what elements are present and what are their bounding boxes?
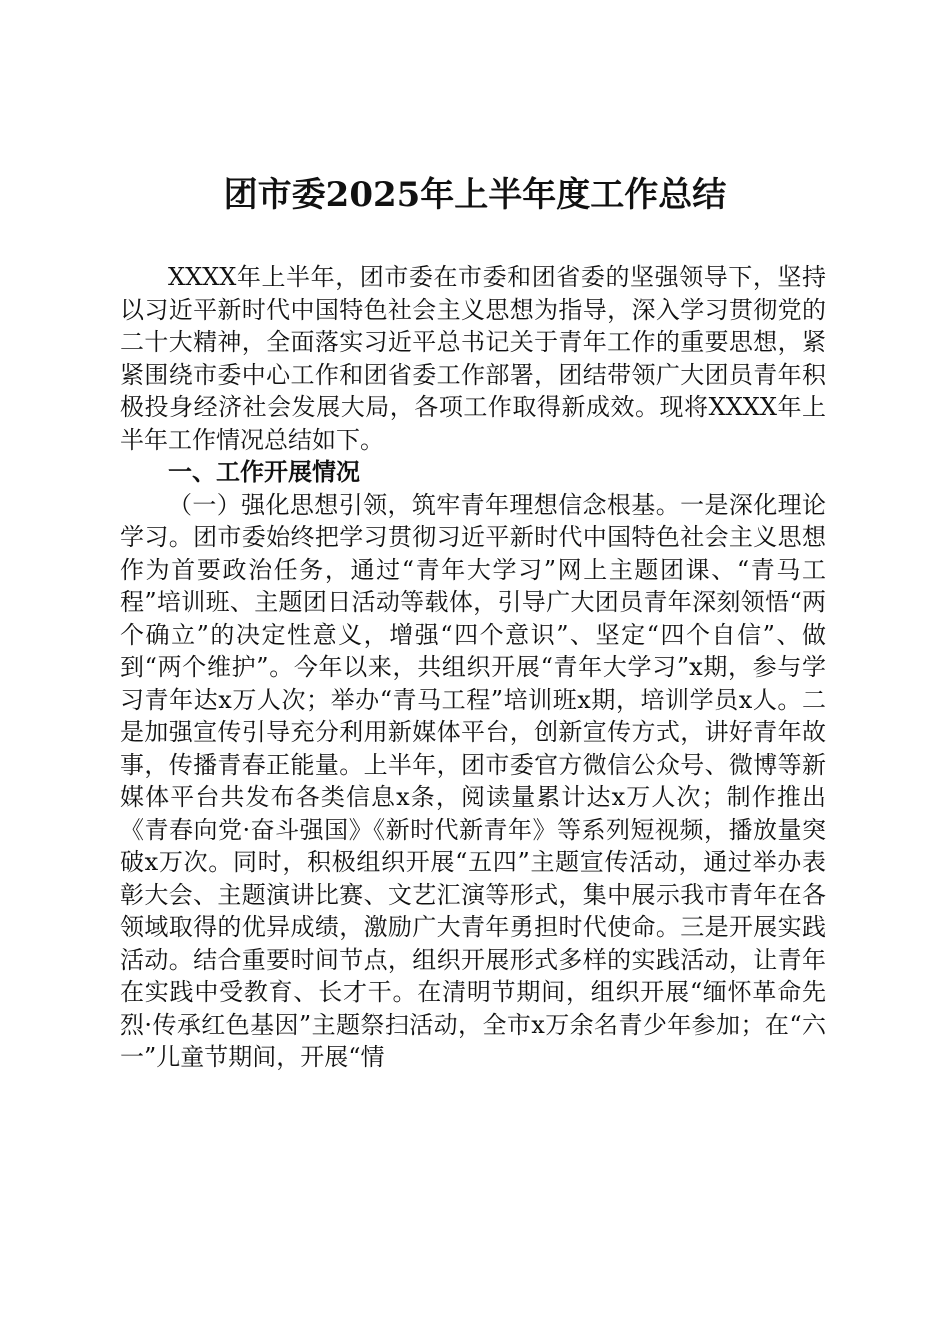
- document-body: [120, 261, 826, 1074]
- intro-paragraph: XXXX年上半年，团市委在市委和团省委的坚强领导下，坚持以习近平新时代中国特色社会主义思想为指导，深入学习贯彻党的二十大精神，全面落实习近平总书记关于青年工作的重要思想，紧紧围绕市委中心工作和团省委工作部署，团结带领广大团员青年积极投身经济社会发展大局，各项工作取得新成效。现将XXXX年上半年工作情况总结如下。: [120, 263, 826, 454]
- body-paragraph: （一）强化思想引领，筑牢青年理想信念根基。一是深化理论学习。团市委始终把学习贯彻习近平新时代中国特色社会主义思想作为首要政治任务，通过“青年大学习”网上主题团课、“青马工程”培训班、主题团日活动等载体，引导广大团员青年深刻领悟“两个确立”的决定性意义，增强“四个意识”、坚定“四个自信”、做到“两个维护”。今年以来，共组织开展“青年大学习”x期，参与学习青年达x万人次；举办“青马工程”培训班x期，培训学员x人。二是加强宣传引导充分利用新媒体平台，创新宣传方式，讲好青年故事，传播青春正能量。上半年，团市委官方微信公众号、微博等新媒体平台共发布各类信息x条，阅读量累计达x万人次；制作推出《青春向党·奋斗强国》《新时代新青年》等系列短视频，播放量突破x万次。同时，积极组织开展“五四”主题宣传活动，通过举办表彰大会、主题演讲比赛、文艺汇演等形式，集中展示我市青年在各领域取得的优异成绩，激励广大青年勇担时代使命。三是开展实践活动。结合重要时间节点，组织开展形式多样的实践活动，让青年在实践中受教育、长才干。在清明节期间，组织开展“缅怀革命先烈·传承红色基因”主题祭扫活动，全市x万余名青少年参加；在“六一”儿童节期间，开展“情: [120, 490, 826, 1071]
- section-heading: 一、工作开展情况: [168, 457, 360, 486]
- document-title: 团市委2025年上半年度工作总结: [223, 175, 727, 215]
